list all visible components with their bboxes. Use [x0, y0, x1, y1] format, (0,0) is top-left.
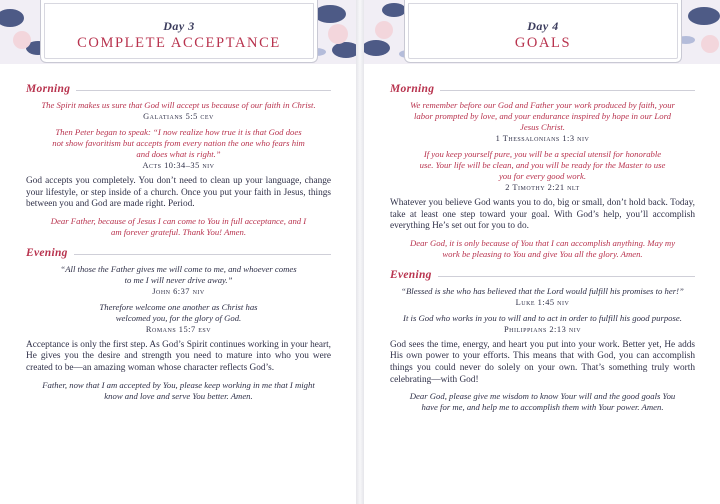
devotional-text: Acceptance is only the first step. As God’s Spirit continues working in your heart, He gives you the desire and strength you need to mature into who you were created to be—an amazing woman whose character reflects God’s.	[26, 339, 331, 373]
scripture-verse: Therefore welcome one another as Christ has welcomed you, for the glory of God.	[99, 301, 258, 323]
scripture-reference: Romans 15:7 esv	[145, 324, 212, 334]
prayer: Dear God, please give me wisdom to know Your will and the good goals You have for me, and help me to accomplish them with Your power. Amen.	[409, 391, 676, 413]
day-content	[26, 82, 331, 410]
scripture-reference: 1 Thessalonians 1:3 niv	[495, 134, 590, 143]
scripture-reference: Philippians 2:13 niv	[503, 324, 582, 334]
day-label: Day 4	[527, 19, 559, 33]
day-title-box	[40, 0, 318, 63]
scripture-verse: We remember before our God and Father your work produced by faith, your labor prompted by love, and your endurance inspired by hope in our Lord Jesus Christ.	[410, 100, 675, 132]
scripture-reference: Luke 1:45 niv	[515, 297, 570, 307]
day-title: COMPLETE ACCEPTANCE	[77, 35, 281, 51]
prayer: Father, now that I am accepted by You, please keep working in me that I might know and love and serve You better. Amen.	[42, 379, 315, 401]
morning-heading: Morning	[26, 82, 331, 96]
scripture-reference: John 6:37 niv	[152, 286, 205, 296]
scripture-verse: It is God who works in you to will and to act in order to fulfill his good purpose.	[403, 312, 682, 323]
scripture-reference: Acts 10:34–35 niv	[142, 161, 215, 170]
day-content	[390, 82, 695, 421]
book-gutter	[356, 0, 364, 504]
devotional-text: Whatever you believe God wants you to do, big or small, don’t hold back. Today, take at least one step toward your goal. With God’s help, you’ll accomplish everything He’s set out for you to do.	[390, 198, 695, 232]
prayer: Dear God, it is only because of You that I can accomplish anything. May my work be pleasing to You and give You all the glory. Amen.	[409, 237, 676, 259]
scripture-reference: 2 Timothy 2:21 nlt	[505, 183, 580, 192]
day-title-box	[404, 0, 682, 63]
morning-heading: Morning	[390, 82, 695, 96]
devotional-text: God accepts you completely. You don’t need to clean up your language, change your lifestyle, or step inside of a church. Once you put your faith in Jesus, things between you and God are made right. Period.	[26, 176, 331, 210]
scripture-verse: “All those the Father gives me will come to me, and whoever comes to me I will never drive away.”	[60, 263, 297, 285]
scripture-verse: If you keep yourself pure, you will be a special utensil for honorable use. Your life will be clean, and you will be ready for the Master to use you for every good work.	[419, 149, 666, 181]
scripture-verse: The Spirit makes us sure that God will accept us because of our faith in Christ.	[41, 100, 316, 110]
day-title: GOALS	[514, 35, 572, 51]
scripture-verse: “Blessed is she who has believed that the Lord would fulfill his promises to her!”	[401, 285, 684, 296]
day-label: Day 3	[163, 19, 195, 33]
scripture-verse: Then Peter began to speak: “I now realize how true it is that God does not show favoritism but accepts from every nation the one who fears him and does what is right.”	[52, 127, 305, 159]
right-page	[364, 0, 720, 504]
evening-heading: Evening	[26, 246, 331, 260]
prayer: Dear Father, because of Jesus I can come to You in full acceptance, and I am forever grateful. Thank You! Amen.	[50, 215, 307, 237]
devotional-text: God sees the time, energy, and heart you put into your work. Better yet, He adds His own power to your efforts. This means that with God, you can accomplish things you could never do solely on your own. That’s something truly worth celebrating—with God!	[390, 339, 695, 385]
evening-heading: Evening	[390, 268, 695, 282]
left-page	[0, 0, 356, 504]
scripture-reference: Galatians 5:5 cev	[143, 112, 214, 121]
